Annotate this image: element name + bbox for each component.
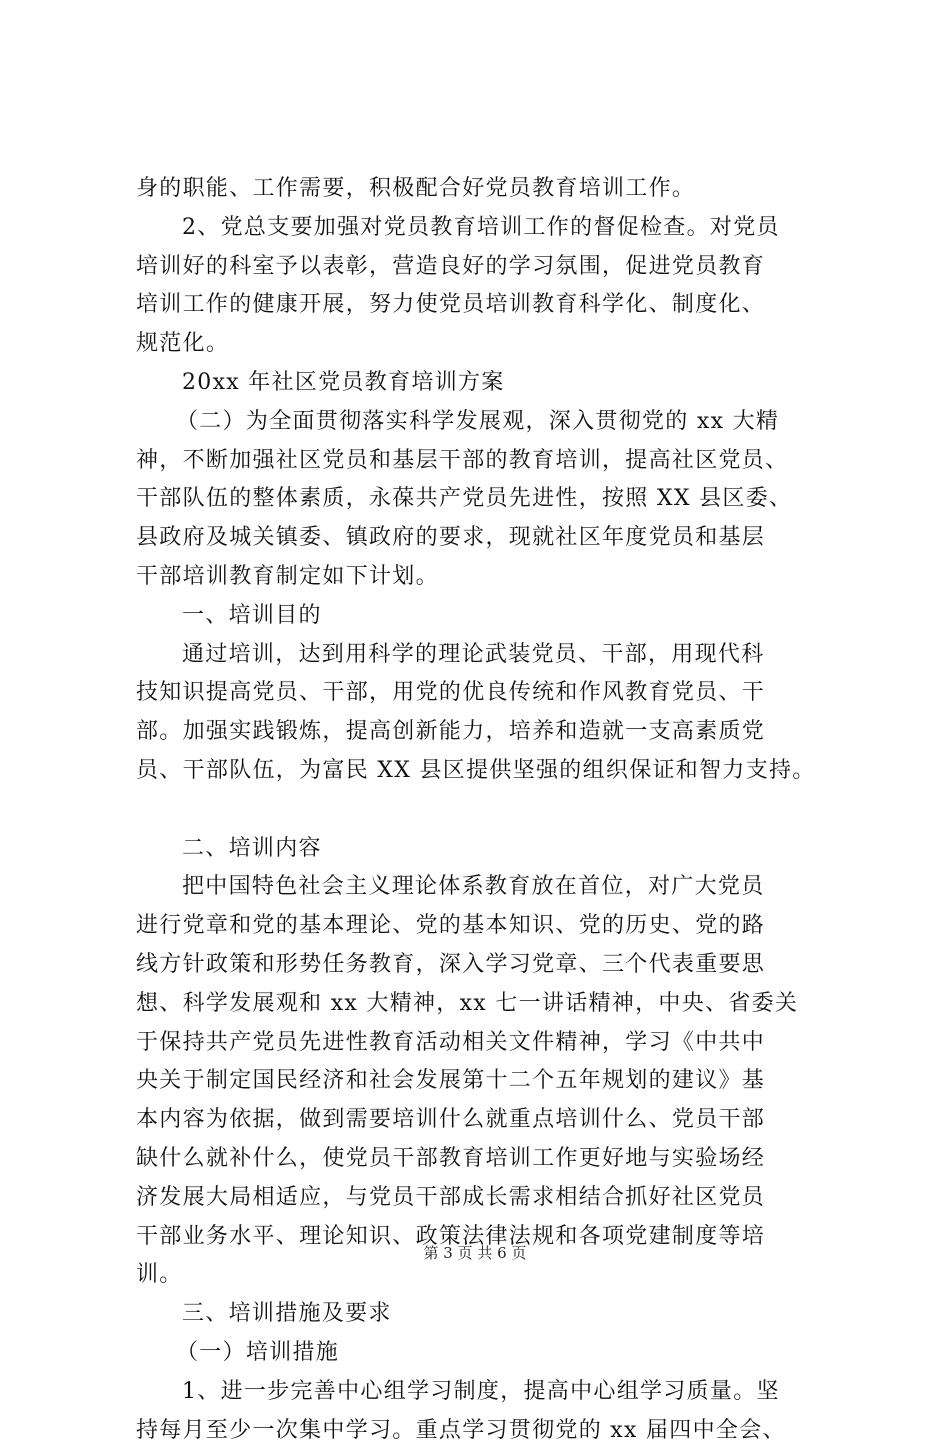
document-text-line: 二、培训内容 [136, 830, 836, 869]
document-text-line: 1、进一步完善中心组学习制度，提高中心组学习质量。坚 [136, 1373, 836, 1412]
document-text-line: （一）培训措施 [136, 1334, 836, 1373]
document-text-line: （二）为全面贯彻落实科学发展观，深入贯彻党的 xx 大精 [136, 403, 836, 442]
document-text-line: 线方针政策和形势任务教育，深入学习党章、三个代表重要思 [136, 946, 836, 985]
document-text-line: 缺什么就补什么，使党员干部教育培训工作更好地与实验场经 [136, 1140, 836, 1179]
document-text-line: 想、科学发展观和 xx 大精神，xx 七一讲话精神，中央、省委关 [136, 985, 836, 1024]
document-text-line: 干部队伍的整体素质，永葆共产党员先进性，按照 XX 县区委、 [136, 480, 836, 519]
document-text-line: 一、培训目的 [136, 597, 836, 636]
document-text-line: 济发展大局相适应，与党员干部成长需求相结合抓好社区党员 [136, 1179, 836, 1218]
blank-line [136, 791, 836, 830]
document-text-line: 通过培训，达到用科学的理论武装党员、干部，用现代科 [136, 636, 836, 675]
document-text-line: 2、党总支要加强对党员教育培训工作的督促检查。对党员 [136, 209, 836, 248]
document-text-line: 本内容为依据，做到需要培训什么就重点培训什么、党员干部 [136, 1101, 836, 1140]
page-footer: 第 3 页 共 6 页 [0, 1243, 950, 1263]
document-text-line: 于保持共产党员先进性教育活动相关文件精神，学习《中共中 [136, 1024, 836, 1063]
document-text-line: 三、培训措施及要求 [136, 1295, 836, 1334]
document-text-line: 部。加强实践锻炼，提高创新能力，培养和造就一支高素质党 [136, 713, 836, 752]
document-text-line: 进行党章和党的基本理论、党的基本知识、党的历史、党的路 [136, 907, 836, 946]
document-text-line: 把中国特色社会主义理论体系教育放在首位，对广大党员 [136, 868, 836, 907]
document-text-line: 训。 [136, 1256, 836, 1295]
document-text-line: 干部业务水平、理论知识、政策法律法规和各项党建制度等培 [136, 1218, 836, 1257]
document-text-line: 干部培训教育制定如下计划。 [136, 558, 836, 597]
document-text-line: 规范化。 [136, 325, 836, 364]
document-text-line: 培训工作的健康开展，努力使党员培训教育科学化、制度化、 [136, 286, 836, 325]
document-text-line: 身的职能、工作需要，积极配合好党员教育培训工作。 [136, 170, 836, 209]
document-text-line: 县政府及城关镇委、镇政府的要求，现就社区年度党员和基层 [136, 519, 836, 558]
document-text-line: 技知识提高党员、干部，用党的优良传统和作风教育党员、干 [136, 674, 836, 713]
document-text-line: 持每月至少一次集中学习。重点学习贯彻党的 xx 届四中全会、 [136, 1412, 836, 1450]
document-text-line: 员、干部队伍，为富民 XX 县区提供坚强的组织保证和智力支持。 [136, 752, 836, 791]
document-text-line: 培训好的科室予以表彰，营造良好的学习氛围，促进党员教育 [136, 248, 836, 287]
document-text-line: 20xx 年社区党员教育培训方案 [136, 364, 836, 403]
document-text-line: 央关于制定国民经济和社会发展第十二个五年规划的建议》基 [136, 1062, 836, 1101]
document-text-line: 神，不断加强社区党员和基层干部的教育培训，提高社区党员、 [136, 442, 836, 481]
